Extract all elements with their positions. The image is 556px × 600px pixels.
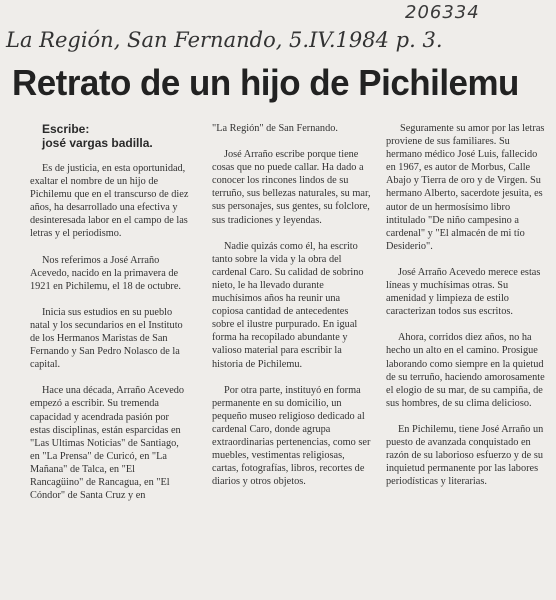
byline-author: josé vargas badilla. (42, 136, 153, 150)
paragraph: Seguramente su amor por las letras proviene de sus familiares. Su hermano médico José Luis, fallecido en 1967, es autor de Morbus, Calle Abajo y Tierra de oro y de Virgen. Su hermano Alberto, sacerdote jesuita, es autor de un hermosísimo libro intitulado "De niño campesino a cardenal" y "El almacén de mi tío Desiderio". (386, 123, 545, 252)
paragraph: Por otra parte, instituyó en forma permanente en su domicilio, un pequeño museo religioso dedicado al cardenal Caro, donde agrupa extraordinarias pertenencias, como ser muebles, vestimentas religiosas, cartas, fotografías, libros, recortes de diarios y otros objetos. (212, 384, 371, 488)
paragraph: En Pichilemu, tiene José Arraño un puesto de avanzada conquistado en razón de su laborioso esfuerzo y de su inquietud permanente por las labores periodísticas y literarias. (386, 423, 544, 488)
article-column-3 (386, 122, 546, 501)
article-headline: Retrato de un hijo de Pichilemu (12, 62, 519, 103)
paragraph: Inicia sus estudios en su pueblo natal y los secundarios en el Instituto de los Hermanos Maristas de San Fernando y San Pedro Nolasco de la capital. (30, 306, 183, 371)
paragraph: Ahora, corridos diez años, no ha hecho un alto en el camino. Prosigue laborando como siempre en la quietud de su terruño, haciendo amorosamente el elogio de su mar, de su campiña, de sus hombres, de su clima delicioso. (386, 332, 545, 409)
byline-label: Escribe: (42, 122, 90, 136)
archive-number: 206334 (405, 2, 480, 23)
paragraph: Hace una década, Arraño Acevedo empezó a escribir. Su tremenda capacidad y acendrada pasión por estas disciplinas, están esparcidas en "Las Ultimas Noticias" de Santiago, en "La Prensa" de Curicó, en "La Mañana" de Talca, en "El Rancagüino" de Rancagua, en "El Cóndor" de Santa Cruz y en (30, 385, 185, 502)
paragraph: Es de justicia, en esta oportunidad, exaltar el nombre de un hijo de Pichilemu que en el transcurso de diez años, ha desarrollado una efectiva y desinteresada labor en el campo de las letras y el periodismo. (30, 163, 189, 240)
paragraph: "La Región" de San Fernando. (212, 123, 338, 134)
paragraph: Nos referimos a José Arraño Acevedo, nacido en la primavera de 1921 en Pichilemu, el 18 de octubre. (30, 254, 181, 292)
paragraph: José Arraño escribe porque tiene cosas que no puede callar. Ha dado a conocer los rincones lindos de su terruño, sus bellezas naturales, su mar, sus personajes, sus gentes, su folclore, sus tradiciones y leyendas. (212, 149, 371, 226)
article-column-2 (212, 122, 372, 501)
paragraph: José Arraño Acevedo merece estas líneas y muchísimas otras. Su amenidad y limpieza de estilo caracterizan todos sus escritos. (386, 266, 541, 318)
handwritten-source-note: La Región, San Fernando, 5.IV.1984 p. 3. (6, 28, 443, 52)
article-column-1 (30, 162, 190, 515)
paragraph: Nadie quizás como él, ha escrito tanto sobre la vida y la obra del cardenal Caro. Su calidad de sobrino nieto, le ha llevado durante muchísimos años ha reunir una copiosa cantidad de antecedentes sobre el ilustre purpurado. En igual forma ha recopilado abundante y valioso material para escribir la historia de Pichilemu. (212, 240, 364, 370)
